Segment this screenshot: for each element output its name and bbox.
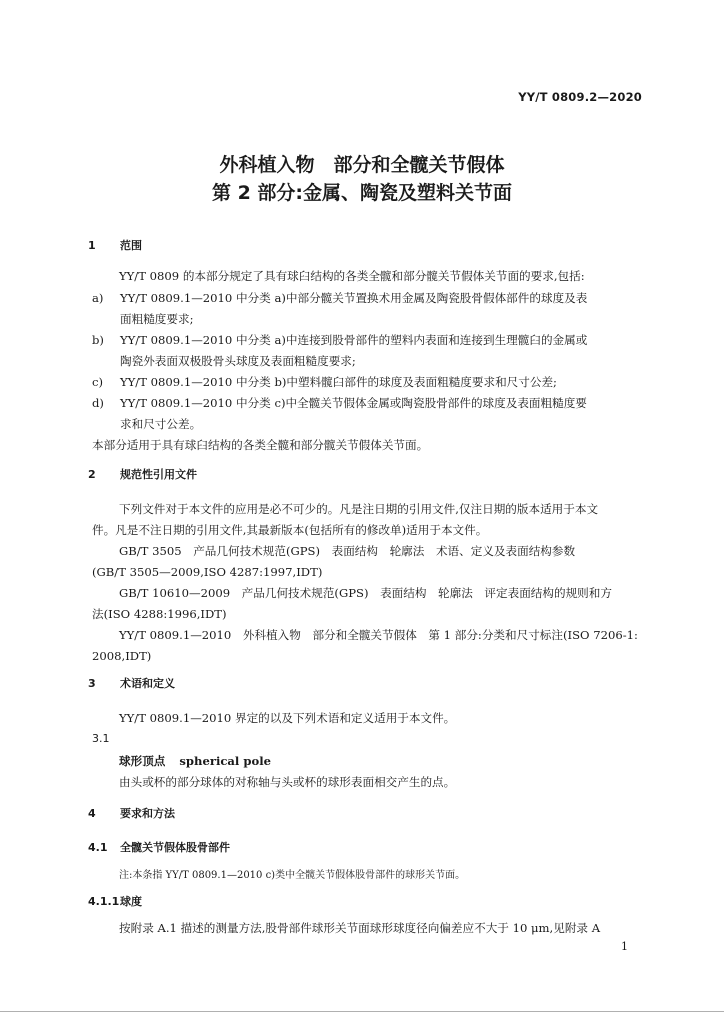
section-4-heading (88, 805, 175, 821)
term-entry (119, 751, 271, 771)
section-3-intro: YY/T 0809.1—2010 界定的以及下列术语和定义适用于本文件。 (119, 711, 456, 725)
term-definition: 由头或杯的部分球体的对称轴与头或杯的球形表面相交产生的点。 (119, 775, 456, 789)
section-1-heading (88, 237, 142, 253)
section-title: 术语和定义 (120, 677, 175, 690)
list-label-b: b) (92, 333, 104, 347)
section-3-heading (88, 675, 175, 691)
document-title-line2: 第 2 部分:金属、陶瓷及塑料关节面 (211, 182, 513, 204)
reference-1-line1: GB/T 3505 产品几何技术规范(GPS) 表面结构 轮廓法 术语、定义及表面结构参数 (119, 544, 576, 558)
reference-2-line2: 法(ISO 4288:1996,IDT) (92, 607, 227, 621)
term-chinese: 球形顶点 (119, 754, 166, 768)
section-2-para1-line1: 下列文件对于本文件的应用是必不可少的。凡是注日期的引用文件,仅注日期的版本适用于本文 (119, 502, 599, 516)
list-item-a-line1: YY/T 0809.1—2010 中分类 a)中部分髋关节置换术用金属及陶瓷股骨假体部件的球度及表 (120, 291, 588, 305)
list-item-d-line1: YY/T 0809.1—2010 中分类 c)中全髋关节假体金属或陶瓷股骨部件的球度及表面粗糙度要 (120, 396, 587, 410)
list-item-b-line1: YY/T 0809.1—2010 中分类 a)中连接到股骨部件的塑料内表面和连接到生理髋臼的金属或 (120, 333, 588, 347)
list-label-a: a) (92, 291, 104, 305)
section-title: 规范性引用文件 (120, 468, 197, 481)
list-label-c: c) (92, 375, 104, 389)
reference-1-line2: (GB/T 3505—2009,ISO 4287:1997,IDT) (92, 565, 323, 579)
subsection-number: 4.1 (88, 841, 108, 854)
section-number: 4 (88, 807, 96, 820)
term-number: 3.1 (92, 732, 110, 745)
section-number: 1 (88, 239, 96, 252)
document-title-line1: 外科植入物 部分和全髋关节假体 (219, 154, 505, 176)
list-item-b-line2: 陶瓷外表面双极股骨头球度及表面粗糙度要求; (120, 354, 356, 368)
sphericity-paragraph: 按附录 A.1 描述的测量方法,股骨部件球形关节面球形球度径向偏差应不大于 10 μm,见附录 A (119, 921, 601, 935)
reference-2-line1: GB/T 10610—2009 产品几何技术规范(GPS) 表面结构 轮廓法 评定表面结构的规则和方 (119, 586, 612, 600)
section-number: 2 (88, 468, 96, 481)
reference-3-line2: 2008,IDT) (92, 649, 152, 663)
reference-3-line1: YY/T 0809.1—2010 外科植入物 部分和全髋关节假体 第 1 部分:分类和尺寸标注(ISO 7206-1: (119, 628, 638, 642)
list-item-c-line1: YY/T 0809.1—2010 中分类 b)中塑料髋臼部件的球度及表面粗糙度要求和尺寸公差; (120, 375, 557, 389)
subsection-title: 全髋关节假体股骨部件 (120, 841, 230, 854)
subsection-4-1-1-heading (88, 893, 142, 909)
subsection-title: 球度 (120, 895, 142, 908)
subsection-4-1-heading (88, 839, 230, 855)
section-number: 3 (88, 677, 96, 690)
section-title: 要求和方法 (120, 807, 175, 820)
section-title: 范围 (120, 239, 142, 252)
section-1-intro: YY/T 0809 的本部分规定了具有球臼结构的各类全髋和部分髋关节假体关节面的要求,包括: (119, 269, 585, 283)
note-text: 注:本条指 YY/T 0809.1—2010 c)类中全髋关节假体股骨部件的球形关节面。 (119, 870, 466, 881)
list-item-a-line2: 面粗糙度要求; (120, 312, 194, 326)
page-number: 1 (621, 940, 628, 953)
subsection-number: 4.1.1 (88, 895, 120, 908)
section-2-para1-line2: 件。凡是不注日期的引用文件,其最新版本(包括所有的修改单)适用于本文件。 (92, 523, 488, 537)
list-item-d-line2: 求和尺寸公差。 (120, 417, 202, 431)
bottom-scan-edge (0, 1011, 724, 1012)
list-label-d: d) (92, 396, 104, 410)
section-2-heading (88, 466, 197, 482)
standard-code-header: YY/T 0809.2—2020 (518, 90, 642, 104)
term-english: spherical pole (179, 754, 271, 768)
section-1-closing: 本部分适用于具有球臼结构的各类全髋和部分髋关节假体关节面。 (92, 438, 429, 452)
